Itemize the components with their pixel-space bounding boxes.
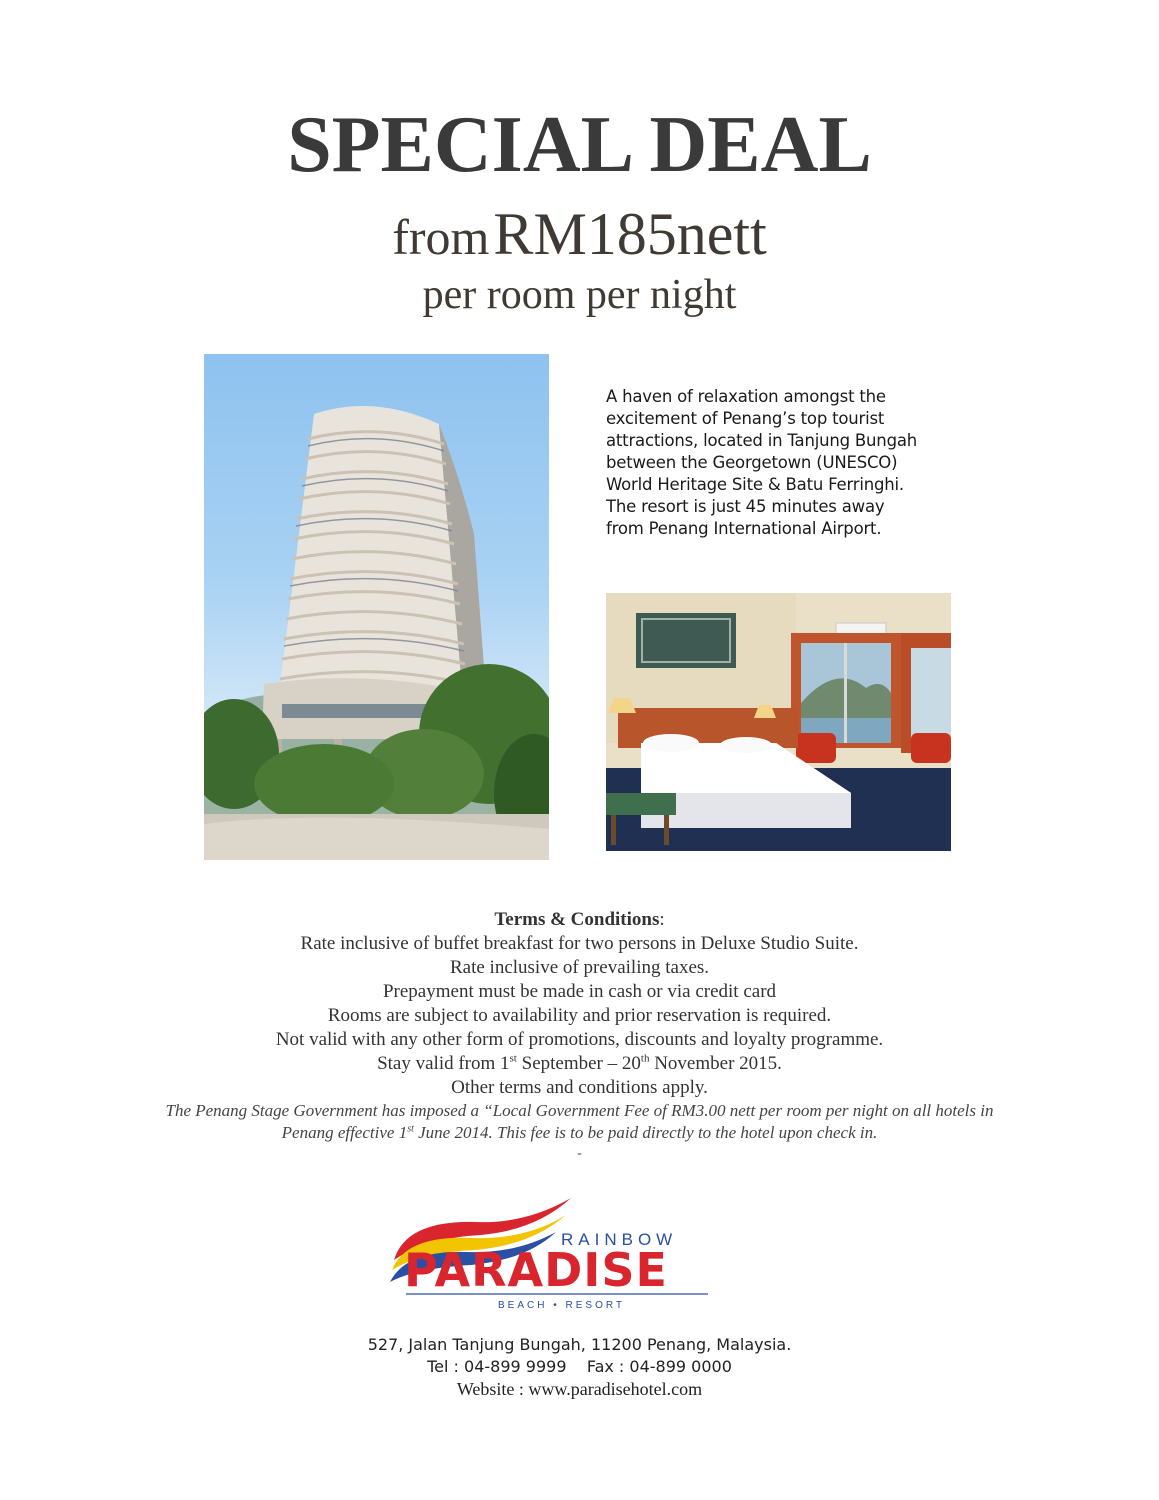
price-amount: RM185nett — [493, 201, 767, 267]
terms-item: Rate inclusive of buffet breakfast for two persons in Deluxe Studio Suite. — [300, 933, 859, 954]
website-link[interactable]: Website : www.paradisehotel.com — [456, 1379, 703, 1399]
price-prefix: from — [392, 209, 490, 265]
separator-dash: - — [577, 1146, 582, 1161]
logo-rainbow-text: RAINBOW — [561, 1230, 678, 1249]
terms-heading-row — [0, 908, 1159, 932]
stay-sup-2: th — [640, 1052, 650, 1065]
terms-stay-dates — [0, 1052, 1159, 1076]
notice-line-2-sup: st — [407, 1123, 414, 1135]
stay-suffix: November 2015. — [649, 1053, 782, 1074]
hotel-room-illustration — [606, 593, 951, 851]
price-suffix: per room per night — [422, 272, 737, 318]
description-line: attractions, located in Tanjung Bungah — [606, 431, 918, 450]
terms-heading: Terms & Conditions — [494, 909, 660, 930]
description-line: World Heritage Site & Batu Ferringhi. — [606, 475, 904, 494]
government-fee-notice — [0, 1100, 1159, 1144]
description-line: excitement of Penang’s top tourist — [606, 409, 885, 428]
notice-line-2-suffix: June 2014. This fee is to be paid directly to the hotel upon check in. — [413, 1123, 878, 1142]
hotel-tower-illustration — [204, 354, 549, 860]
terms-heading-colon: : — [659, 909, 665, 930]
description-line: between the Georgetown (UNESCO) — [606, 453, 898, 472]
description-line: The resort is just 45 minutes away — [606, 497, 885, 516]
hotel-description — [606, 386, 966, 540]
address-text: 527, Jalan Tanjung Bungah, 11200 Penang, Malaysia. — [367, 1335, 792, 1354]
logo-graphic — [386, 1190, 731, 1315]
hotel-tower-photo — [204, 354, 549, 860]
logo-tagline-text: BEACH • RESORT — [498, 1300, 625, 1311]
description-line: A haven of relaxation amongst the — [606, 387, 886, 406]
rainbow-paradise-logo — [386, 1190, 731, 1315]
terms-item: Not valid with any other form of promotions, discounts and loyalty programme. — [275, 1029, 884, 1050]
terms-section — [0, 908, 1159, 1100]
phone-fax-text: Tel : 04-899 9999 Fax : 04-899 0000 — [427, 1357, 732, 1376]
page-title: SPECIAL DEAL — [287, 101, 872, 189]
terms-item: Rooms are subject to availability and prior reservation is required. — [327, 1005, 832, 1026]
notice-line-2 — [0, 1122, 1159, 1144]
description-line: from Penang International Airport. — [606, 519, 882, 538]
stay-prefix: Stay valid from 1 — [377, 1053, 510, 1074]
stay-sup-1: st — [509, 1052, 517, 1065]
terms-item: Prepayment must be made in cash or via credit card — [382, 981, 777, 1002]
notice-line-2-prefix: Penang effective 1 — [281, 1123, 408, 1142]
terms-item: Rate inclusive of prevailing taxes. — [449, 957, 710, 978]
stay-middle: September – 20 — [516, 1053, 641, 1074]
notice-line-1: The Penang Stage Government has imposed a “Local Government Fee of RM3.00 nett per room per night on all hotels in — [165, 1101, 994, 1120]
terms-other: Other terms and conditions apply. — [451, 1077, 708, 1098]
hotel-room-photo — [606, 593, 951, 851]
contact-section — [0, 1334, 1159, 1400]
logo-paradise-text: PARADISE — [404, 1243, 668, 1297]
